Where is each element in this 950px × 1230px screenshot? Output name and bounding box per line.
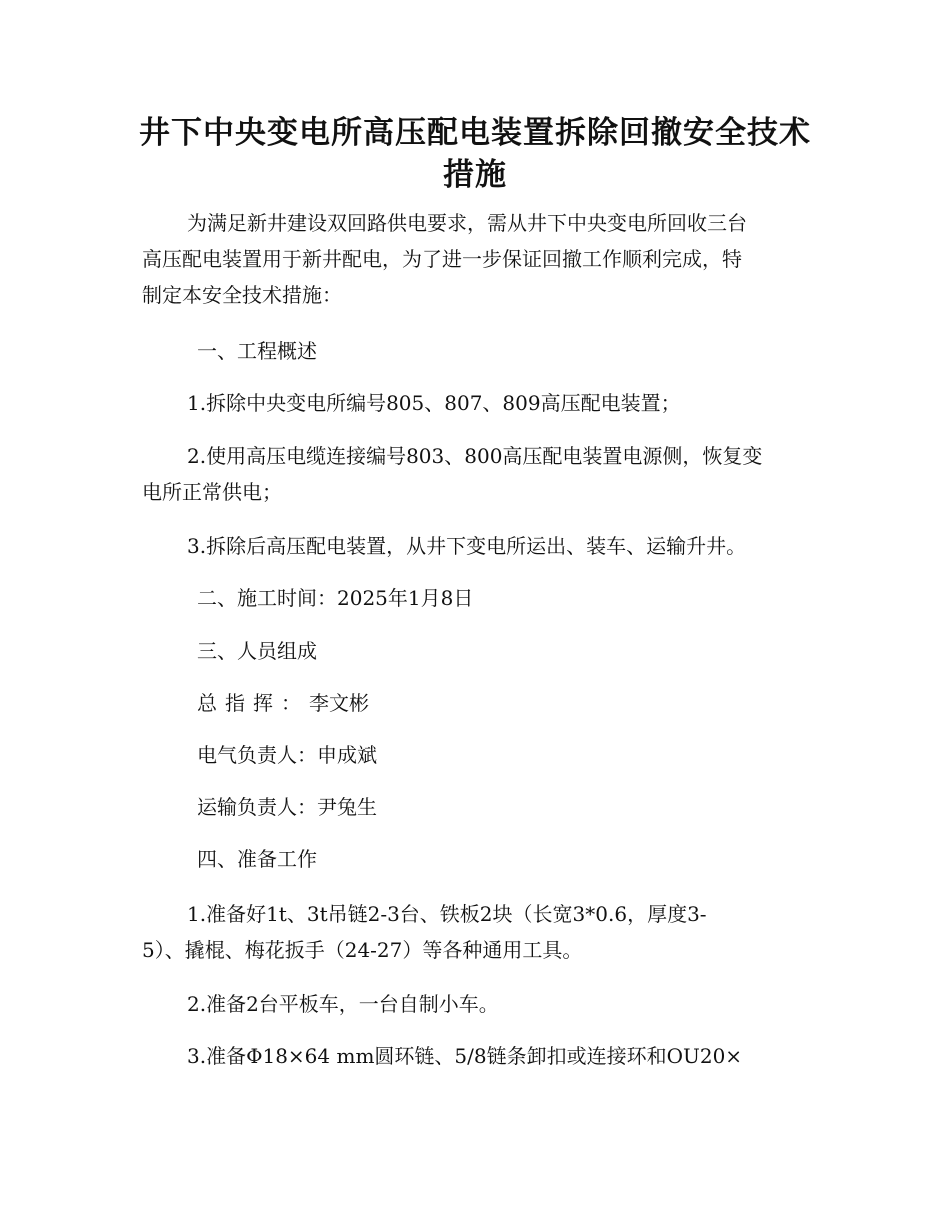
intro-line-3: 制定本安全技术措施： (142, 283, 342, 307)
personnel-electrical (197, 737, 862, 773)
overview-item-1: 1.拆除中央变电所编号805、807、809高压配电装置； (187, 391, 681, 415)
preparation-item-3: 3.准备Φ18×64 mm圆环链、5/8链条卸扣或连接环和OU20× (187, 1044, 743, 1068)
intro-line-2: 高压配电装置用于新井配电，为了进一步保证回撤工作顺利完成，特 (142, 247, 742, 271)
section-heading-preparation: 四、准备工作 (197, 847, 317, 871)
commander-label: 总指挥： (197, 691, 309, 715)
overview-item-3: 3.拆除后高压配电装置，从井下变电所运出、装车、运输升井。 (187, 534, 747, 558)
section-heading-schedule: 二、施工时间：2025年1月8日 (197, 586, 474, 610)
intro-line-1: 为满足新井建设双回路供电要求，需从井下中央变电所回收三台 (187, 211, 747, 235)
document-title (120, 112, 830, 196)
electrical-name: 申成斌 (317, 743, 377, 767)
title-line-2: 措施 (443, 157, 507, 193)
commander-name: 李文彬 (309, 691, 369, 715)
transport-name: 尹兔生 (317, 795, 377, 819)
transport-label: 运输负责人： (197, 795, 317, 819)
intro-paragraph (142, 205, 807, 313)
preparation-item-2: 2.准备2台平板车，一台自制小车。 (187, 992, 499, 1016)
preparation-item-1: 1.准备好1t、3t吊链2-3台、铁板2块（长宽3*0.6，厚度3- 5）、撬棍、梅花扳手（24-27）等各种通用工具。 (142, 902, 707, 962)
electrical-label: 电气负责人： (197, 743, 317, 767)
section-heading-personnel: 三、人员组成 (197, 639, 317, 663)
personnel-commander (197, 685, 862, 721)
title-line-1: 井下中央变电所高压配电装置拆除回撤安全技术 (139, 115, 811, 151)
overview-item-2: 2.使用高压电缆连接编号803、800高压配电装置电源侧，恢复变 电所正常供电； (142, 444, 763, 504)
section-heading-overview: 一、工程概述 (197, 339, 317, 363)
personnel-transport (197, 789, 862, 825)
